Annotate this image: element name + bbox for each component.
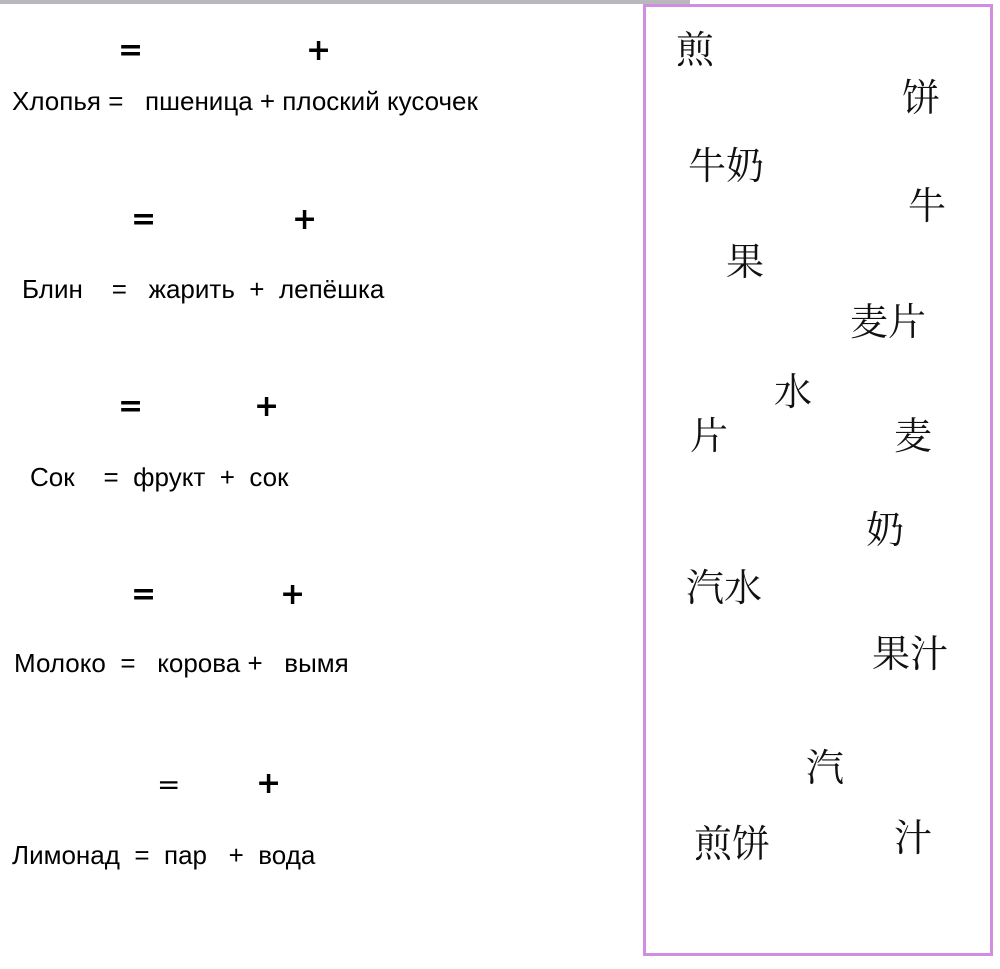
drop-slot-answer[interactable] [20,386,115,426]
drop-slot-part[interactable] [325,198,465,238]
draggable-tile[interactable]: 汁 [894,816,933,860]
drop-slot-part[interactable] [150,386,250,426]
drop-slot-part[interactable] [290,762,390,802]
equation-text: Лимонад = пар + вода [12,840,316,870]
character-bank [643,4,993,956]
equals-sign: = [118,33,144,68]
draggable-tile[interactable]: 饼 [902,76,941,120]
equals-sign: = [131,577,157,612]
drop-slot-part[interactable] [188,762,248,802]
draggable-tile[interactable]: 麦 [894,414,933,458]
draggable-tile[interactable]: 煎 [676,28,715,72]
drop-slot-part[interactable] [314,574,424,614]
draggable-tile[interactable]: 奶 [866,508,905,552]
draggable-tile[interactable]: 牛奶 [688,144,765,188]
drop-slot-part[interactable] [165,198,285,238]
draggable-tile[interactable]: 汽 [806,746,845,790]
draggable-tile[interactable]: 麦片 [850,300,927,344]
drop-slot-answer[interactable] [20,198,125,238]
plus-sign: + [292,202,318,237]
draggable-tile[interactable]: 牛 [908,184,947,228]
plus-sign: + [306,33,332,68]
draggable-tile[interactable]: 汽水 [686,566,763,610]
equals-sign: = [131,202,157,237]
draggable-tile[interactable]: 水 [774,370,813,414]
drop-slot-part[interactable] [150,30,300,70]
draggable-tile[interactable]: 果汁 [872,632,949,676]
drop-slot-part[interactable] [340,30,490,70]
drop-slot-part[interactable] [288,386,388,426]
draggable-tile[interactable]: 果 [726,240,765,284]
equation-text: Молоко = корова + вымя [14,648,349,678]
equation-text: Сок = фрукт + сок [30,462,289,492]
plus-sign: + [254,389,280,424]
drop-slot-answer[interactable] [15,574,125,614]
equals-sign: = [157,768,181,801]
equation-text: Блин = жарить + лепёшка [22,274,385,304]
equation-text: Хлопья = пшеница + плоский кусочек [12,86,478,116]
draggable-tile[interactable]: 煎饼 [694,822,771,866]
draggable-tile[interactable]: 片 [690,414,729,458]
drop-slot-answer[interactable] [15,30,115,70]
equals-sign: = [118,389,144,424]
plus-sign: + [256,766,282,801]
drop-slot-answer[interactable] [20,762,150,802]
drop-slot-part[interactable] [165,574,270,614]
plus-sign: + [280,577,306,612]
